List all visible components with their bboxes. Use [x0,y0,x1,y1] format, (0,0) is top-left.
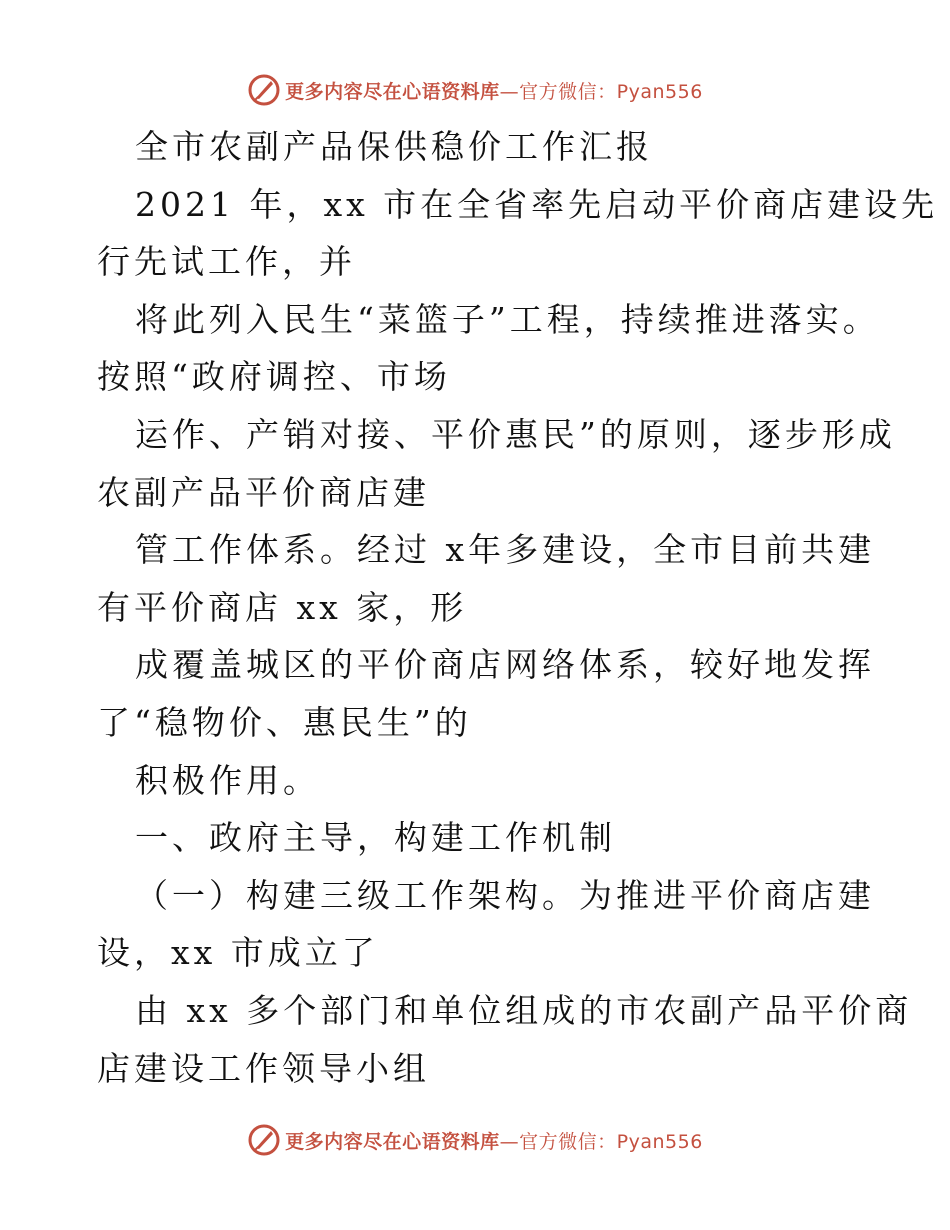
paragraph-line: 2021 年，xx 市在全省率先启动平价商店建设先 [135,184,939,224]
quill-logo-icon [247,1123,281,1157]
paragraph-line: 按照“政府调控、市场 [97,357,451,397]
paragraph-line: 成覆盖城区的平价商店网络体系，较好地发挥 [135,645,875,685]
watermark-text [285,77,703,104]
watermark-contact: 官方微信：Pyan556 [519,80,703,103]
subsection-line: （一）构建三级工作架构。为推进平价商店建 [135,875,875,915]
paragraph-line: 管工作体系。经过 x年多建设，全市目前共建 [135,530,876,570]
paragraph-line: 农副产品平价商店建 [97,472,430,512]
document-title: 全市农副产品保供稳价工作汇报 [135,127,653,166]
quill-logo-icon [247,73,281,107]
paragraph-line: 店建设工作领导小组 [97,1048,430,1088]
paragraph-line: 设，xx 市成立了 [97,933,379,973]
paragraph-line: 由 xx 多个部门和单位组成的市农副产品平价商 [135,990,913,1030]
document-body [97,118,939,1097]
watermark-group [247,1123,703,1157]
paragraph-line: 了“稳物价、惠民生”的 [97,702,472,742]
watermark-text [285,1127,703,1154]
paragraph-line: 有平价商店 xx 家，形 [97,587,468,627]
paragraph-line: 行先试工作，并 [97,242,356,282]
footer-watermark [0,1120,950,1160]
watermark-contact: 官方微信：Pyan556 [519,1130,703,1153]
header-watermark [0,70,950,110]
paragraph-line: 将此列入民生“菜篮子”工程，持续推进落实。 [135,299,880,339]
watermark-separator: — [499,80,520,103]
watermark-separator: — [499,1130,520,1153]
paragraph-line: 运作、产销对接、平价惠民”的原则，逐步形成 [135,414,896,454]
watermark-main: 更多内容尽在心语资料库 [285,1130,500,1153]
watermark-main: 更多内容尽在心语资料库 [285,80,500,103]
paragraph-line: 积极作用。 [135,760,320,800]
watermark-group [247,73,703,107]
section-heading: 一、政府主导，构建工作机制 [135,818,616,858]
